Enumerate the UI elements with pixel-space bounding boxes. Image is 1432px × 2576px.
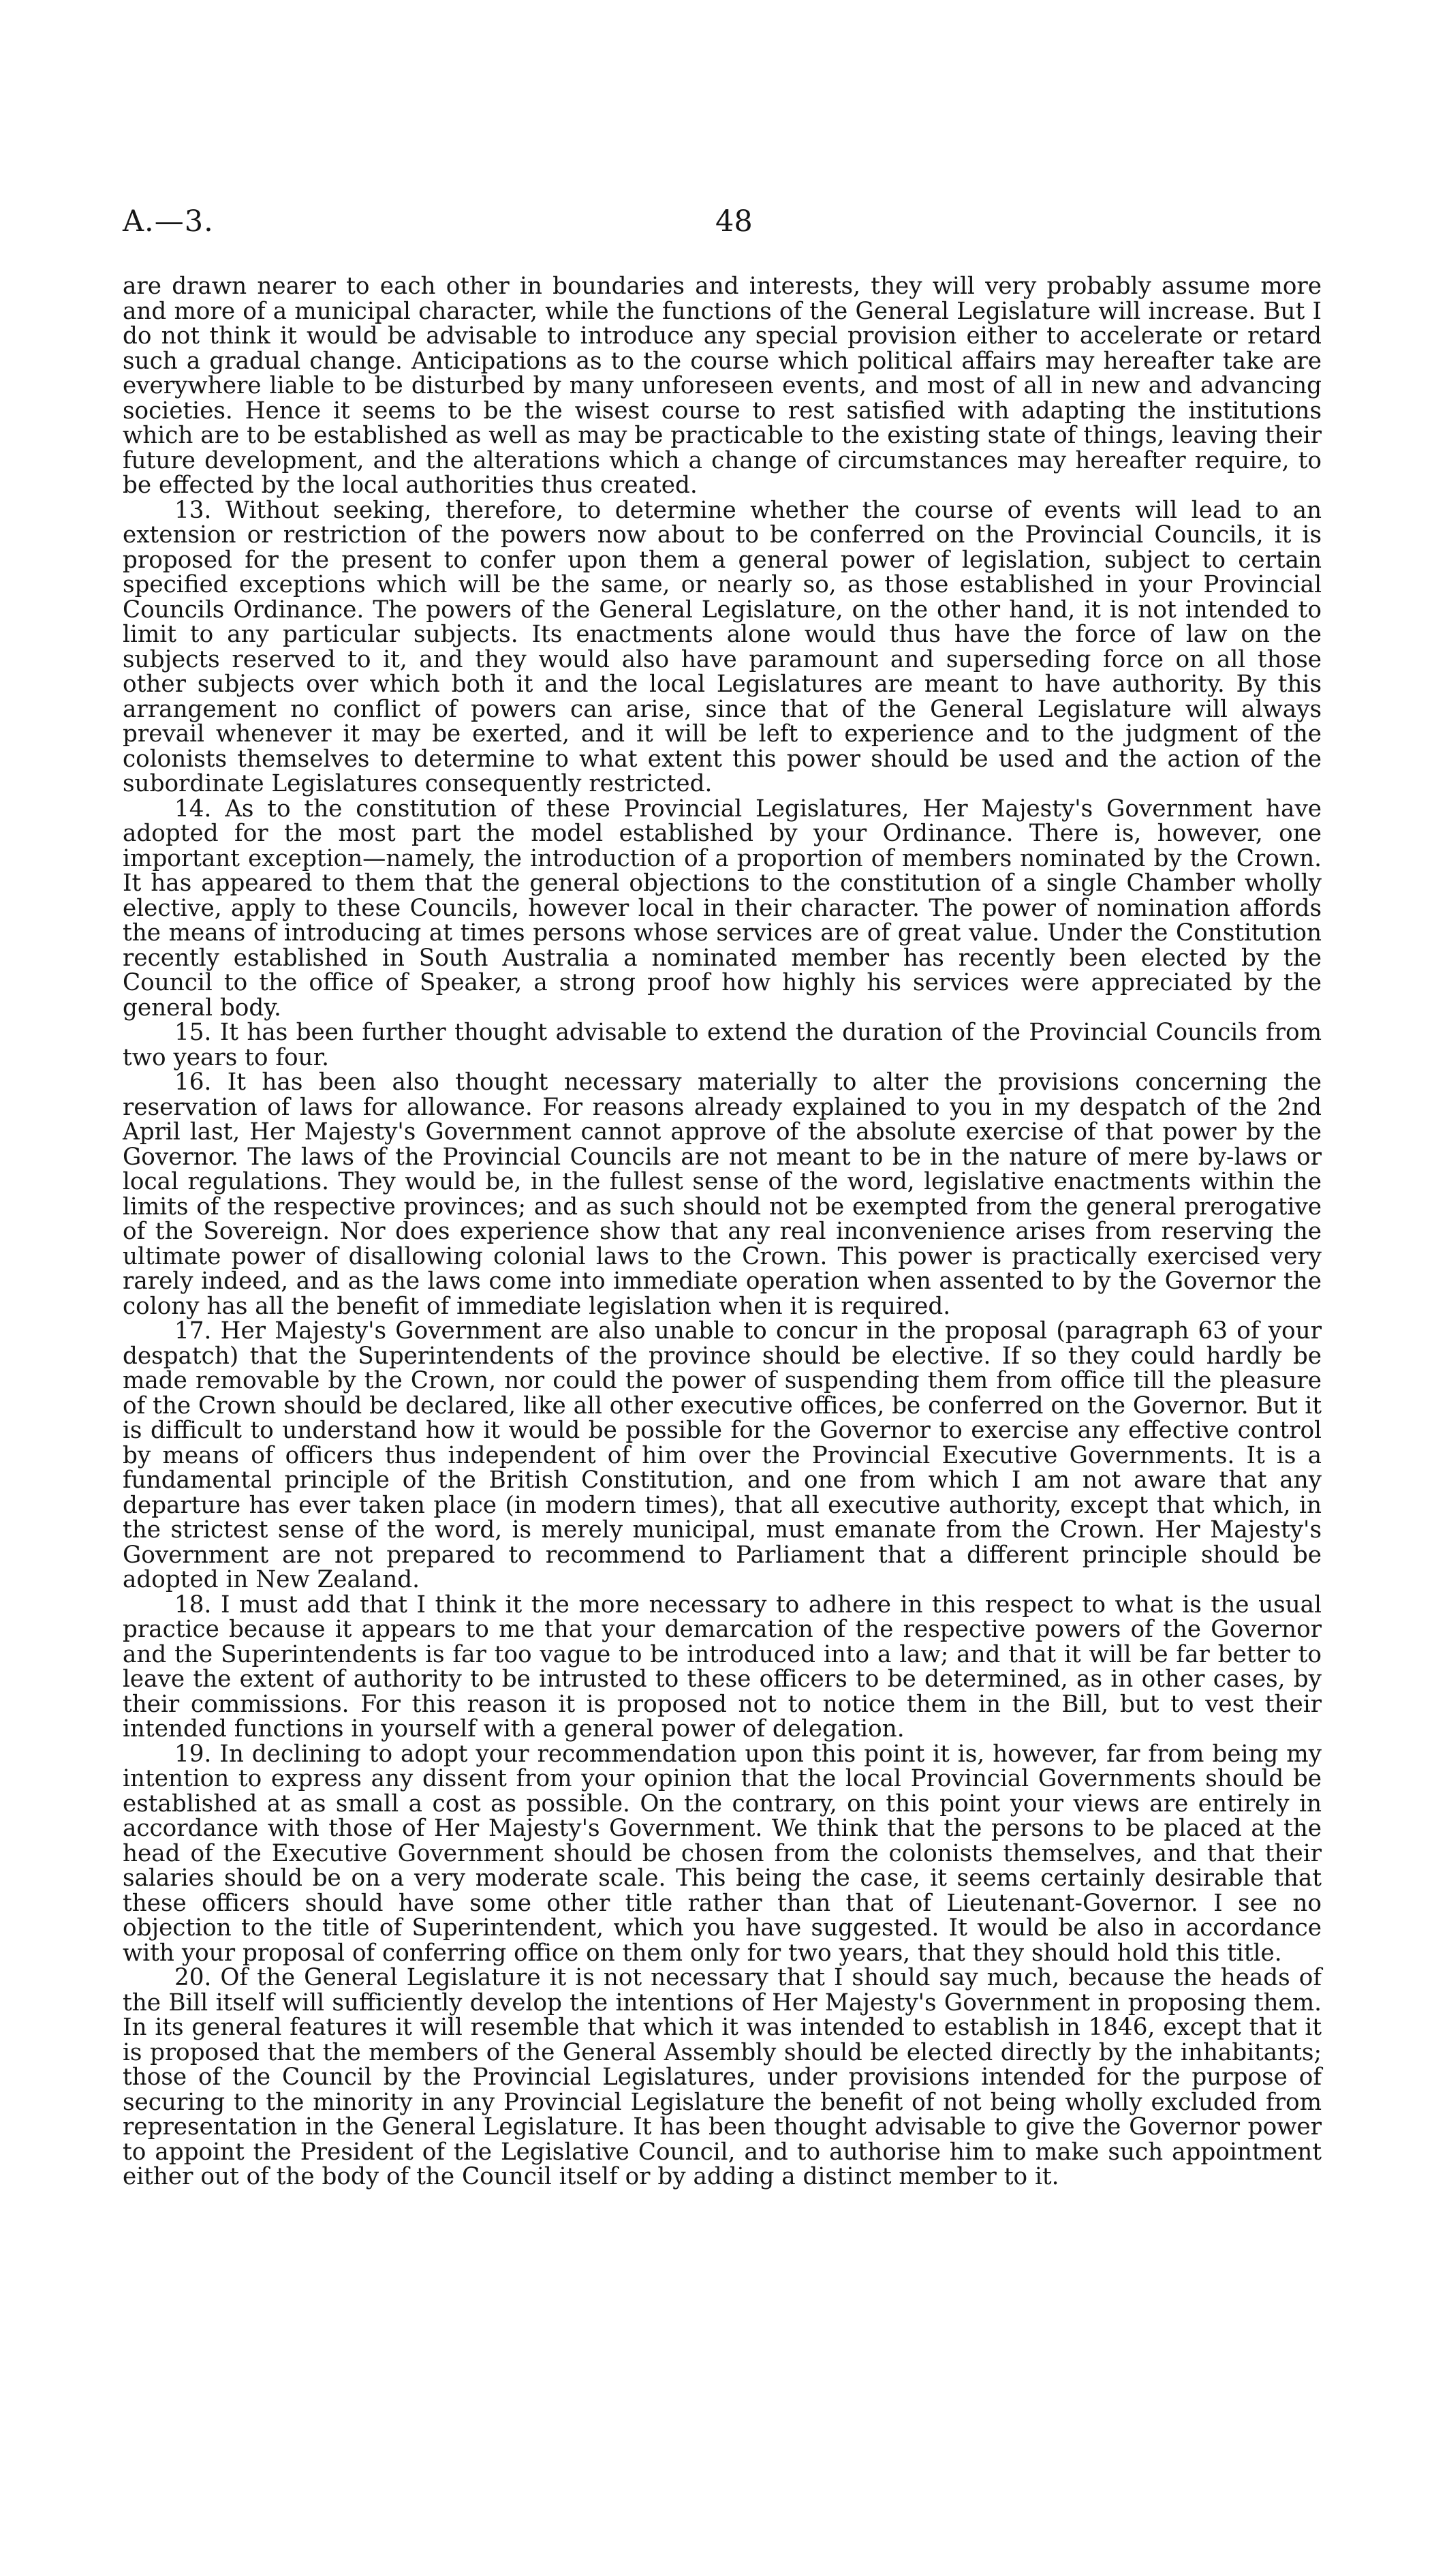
- paragraph-14: 14. As to the constitution of these Provincial Legislatures, Her Majesty's Government have adopted for the most part the model established by your Ordinance. There is, however, one important exception—namely, the introduction of a proportion of members nominated by the Crown. It has appeared to them that the general objections to the constitution of a single Chamber wholly elective, apply to these Councils, however local in their character. The power of nomination affords the means of introducing at times persons whose services are of great value. Under the Constitution recently established in South Australia a nominated member has recently been elected by the Council to the office of Speaker, a strong proof how highly his services were appreciated by the general body.: [123, 795, 1322, 1022]
- page-number: 48: [715, 204, 753, 239]
- document-code: A.—3.: [123, 204, 214, 239]
- paragraph-16: 16. It has been also thought necessary materially to alter the provisions concerning the reservation of laws for allowance. For reasons already explained to you in my despatch of the 2nd April last, Her Majesty's Government cannot approve of the absolute exercise of that power by the Governor. The laws of the Provincial Councils are not meant to be in the nature of mere by-laws or local regulations. They would be, in the fullest sense of the word, legislative enactments within the limits of the respective provinces; and as such should not be exempted from the general prerogative of the Sovereign. Nor does experience show that any real inconvenience arises from reserving the ultimate power of disallowing colonial laws to the Crown. This power is practically exercised very rarely indeed, and as the laws come into immediate operation when assented to by the Governor the colony has all the benefit of immediate legislation when it is required.: [123, 1069, 1322, 1320]
- paragraph-17: 17. Her Majesty's Government are also unable to concur in the proposal (paragraph 63 of your despatch) that the Superintendents of the province should be elective. If so they could hardly be made removable by the Crown, nor could the power of suspending them from office till the pleasure of the Crown should be declared, like all other executive offices, be conferred on the Governor. But it is difficult to understand how it would be possible for the Governor to exercise any effective control by means of officers thus independent of him over the Provincial Executive Governments. It is a fundamental principle of the British Constitution, and one from which I am not aware that any departure has ever taken place (in modern times), that all executive authority, except that which, in the strictest sense of the word, is merely municipal, must emanate from the Crown. Her Majesty's Government are not prepared to recommend to Parliament that a different principle should be adopted in New Zealand.: [123, 1317, 1322, 1593]
- document-body: [123, 274, 1322, 2190]
- paragraph-13: 13. Without seeking, therefore, to determine whether the course of events will lead to an extension or restriction of the powers now about to be conferred on the Provincial Councils, it is proposed for the present to confer upon them a general power of legislation, subject to certain specified exceptions which will be the same, or nearly so, as those established in your Provincial Councils Ordinance. The powers of the General Legislature, on the other hand, it is not intended to limit to any particular subjects. Its enactments alone would thus have the force of law on the subjects reserved to it, and they would also have paramount and superseding force on all those other subjects over which both it and the local Legislatures are meant to have authority. By this arrangement no conflict of powers can arise, since that of the General Legislature will always prevail whenever it may be exerted, and it will be left to experience and to the judgment of the colonists themselves to determine to what extent this power should be used and the action of the subordinate Legislatures consequently restricted.: [123, 496, 1322, 797]
- page-header: [123, 204, 1322, 248]
- paragraph-20: 20. Of the General Legislature it is not necessary that I should say much, because the heads of the Bill itself will sufficiently develop the intentions of Her Majesty's Government in proposing them. In its general features it will resemble that which it was intended to establish in 1846, except that it is proposed that the members of the General Assembly should be elected directly by the inhabitants; those of the Council by the Provincial Legislatures, under provisions intended for the purpose of securing to the minority in any Provincial Legislature the benefit of not being wholly excluded from representation in the General Legislature. It has been thought advisable to give the Governor power to appoint the President of the Legislative Council, and to authorise him to make such appointment either out of the body of the Council itself or by adding a distinct member to it.: [123, 1964, 1322, 2190]
- paragraph-18: 18. I must add that I think it the more necessary to adhere in this respect to what is the usual practice because it appears to me that your demarcation of the respective powers of the Governor and the Superintendents is far too vague to be introduced into a law; and that it will be far better to leave the extent of authority to be intrusted to these officers to be determined, as in other cases, by their commissions. For this reason it is proposed not to notice them in the Bill, but to vest their intended functions in yourself with a general power of delegation.: [123, 1591, 1322, 1743]
- paragraph-15: 15. It has been further thought advisable to extend the duration of the Provincial Councils from two years to four.: [123, 1019, 1322, 1071]
- paragraph-continuation: are drawn nearer to each other in boundaries and interests, they will very probably assume more and more of a municipal character, while the functions of the General Legislature will increase. But I do not think it would be advisable to introduce any special provision either to accelerate or retard such a gradual change. Anticipations as to the course which political affairs may hereafter take are everywhere liable to be disturbed by many unforeseen events, and most of all in new and advancing societies. Hence it seems to be the wisest course to rest satisfied with adapting the institutions which are to be established as well as may be practicable to the existing state of things, leaving their future development, and the alterations which a change of circumstances may hereafter require, to be effected by the local authorities thus created.: [123, 273, 1322, 499]
- paragraph-19: 19. In declining to adopt your recommendation upon this point it is, however, far from being my intention to express any dissent from your opinion that the local Provincial Governments should be established at as small a cost as possible. On the contrary, on this point your views are entirely in accordance with those of Her Majesty's Government. We think that the persons to be placed at the head of the Executive Government should be chosen from the colonists themselves, and that their salaries should be on a very moderate scale. This being the case, it seems certainly desirable that these officers should have some other title rather than that of Lieutenant-Governor. I see no objection to the title of Superintendent, which you have suggested. It would be also in accordance with your proposal of conferring office on them only for two years, that they should hold this title.: [123, 1740, 1322, 1967]
